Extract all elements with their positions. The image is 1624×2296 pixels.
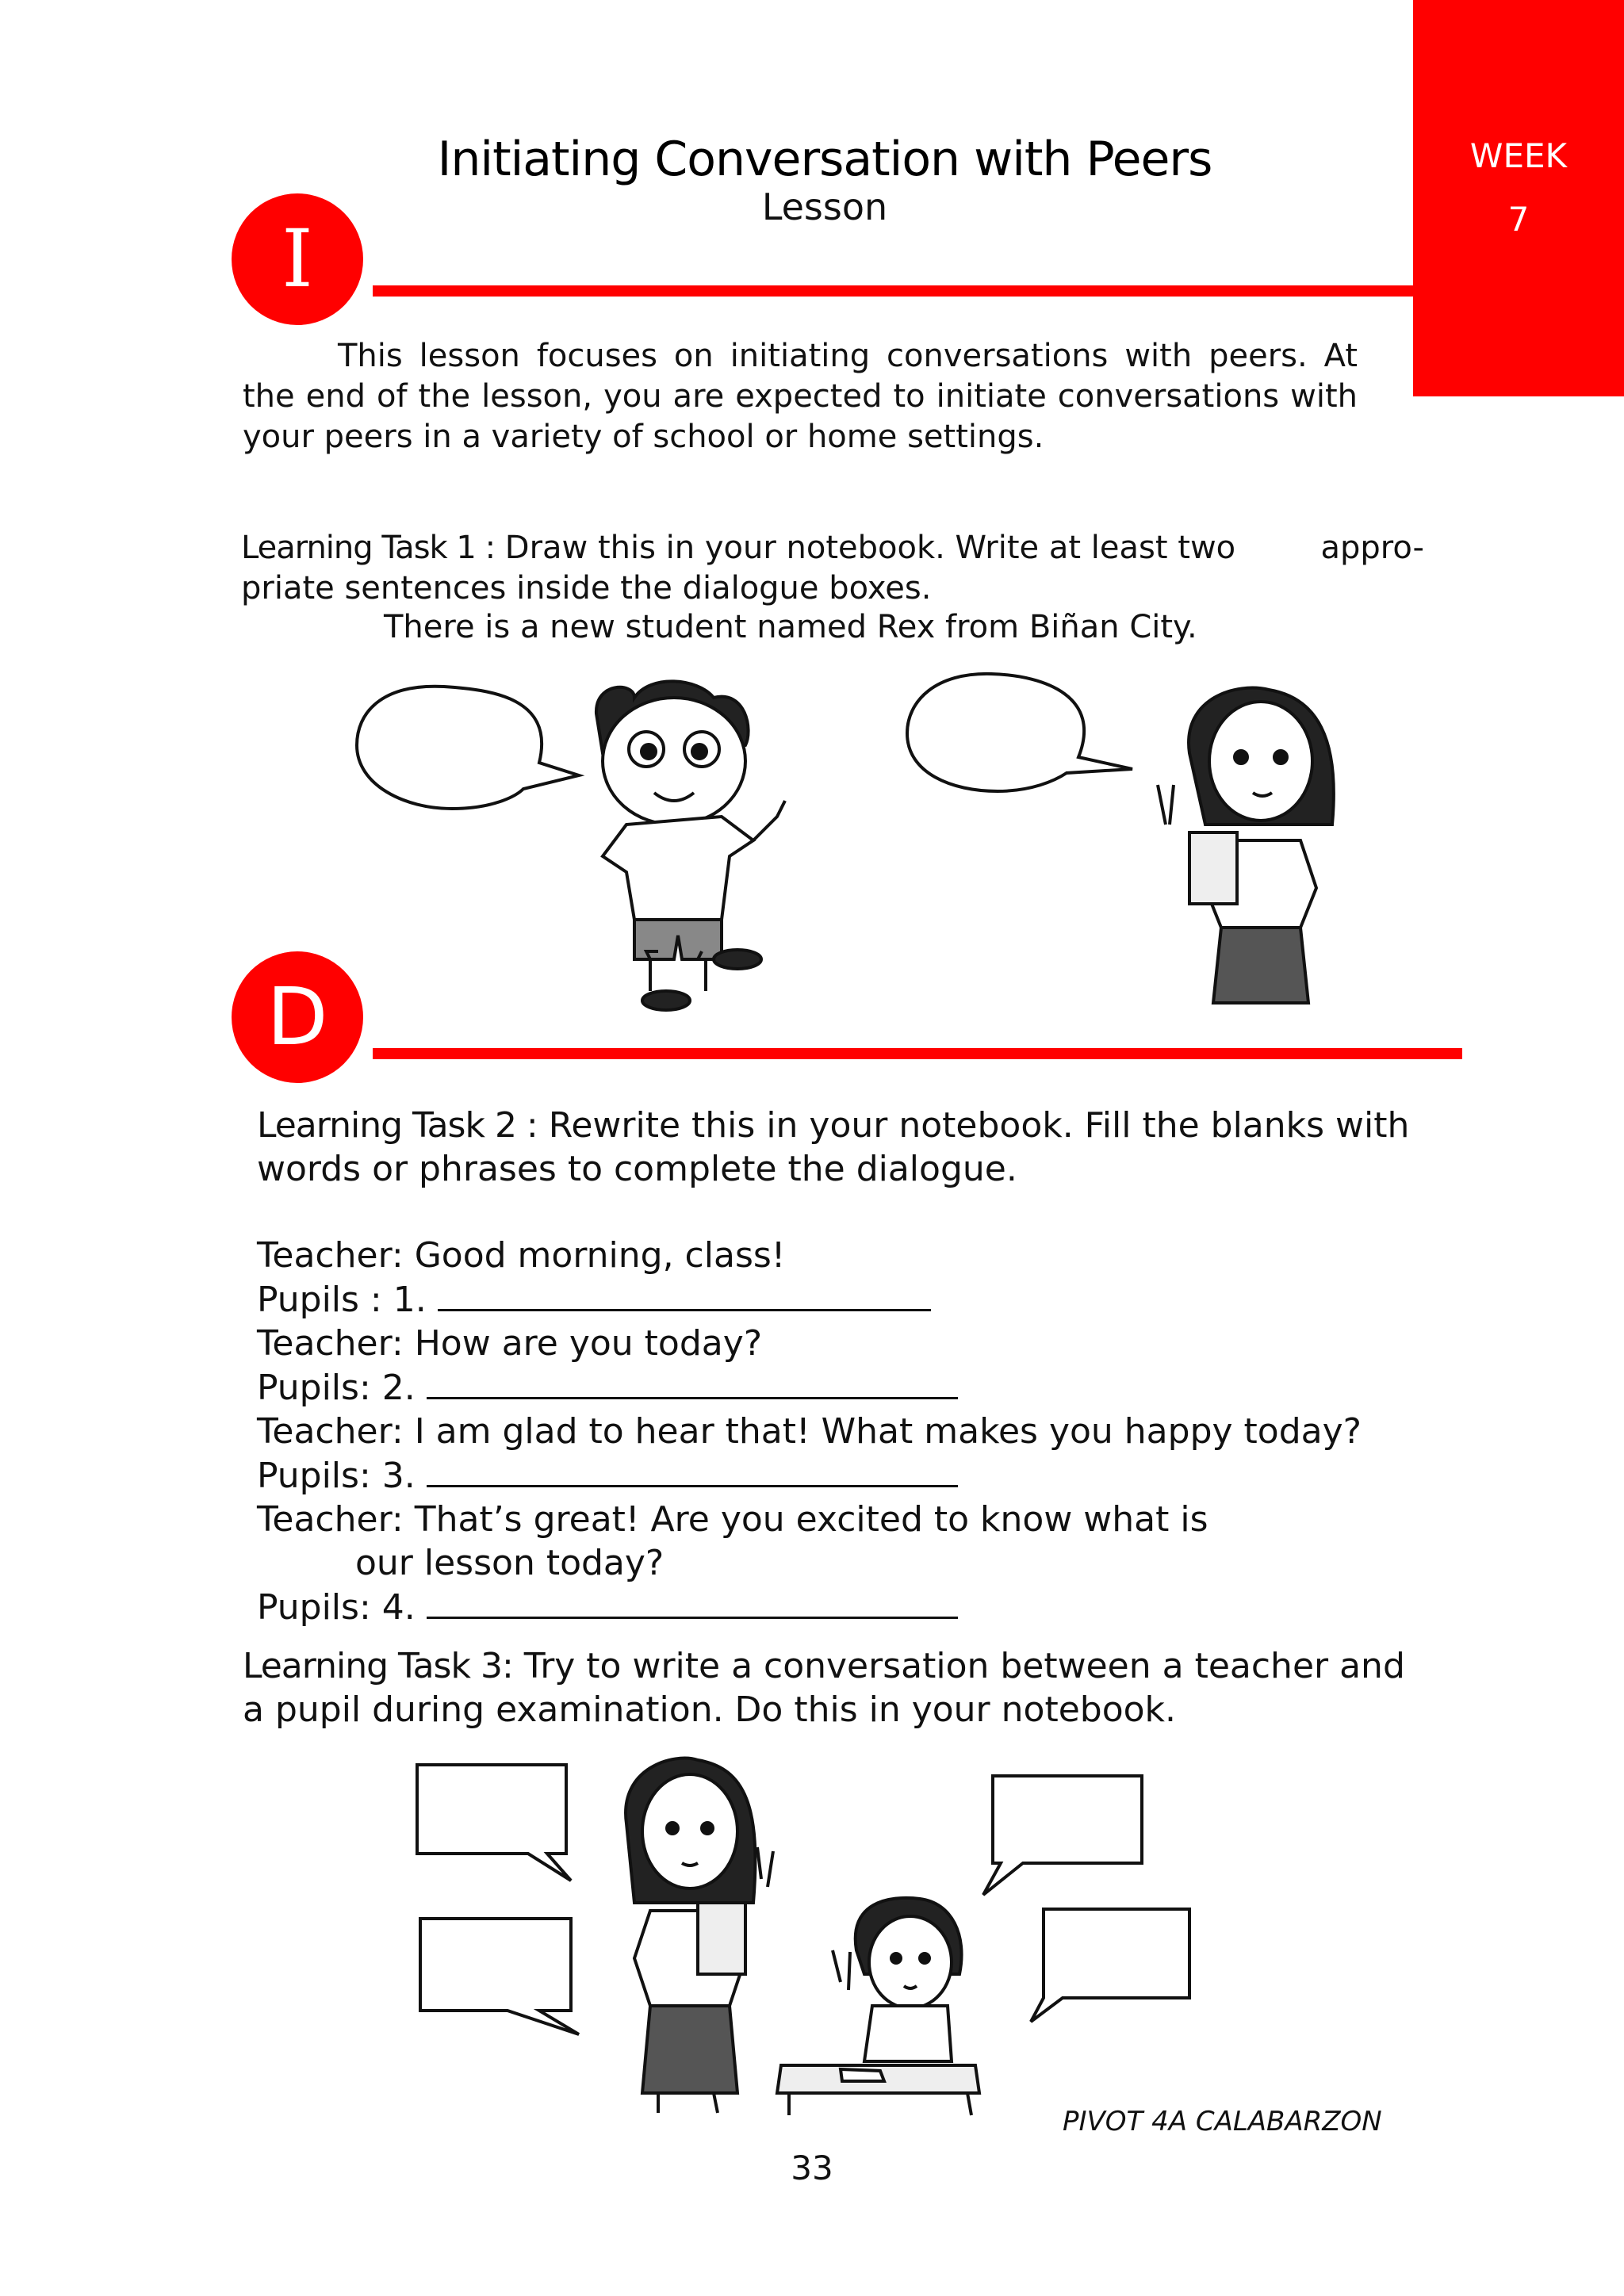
intro-text: This lesson focuses on initiating conversations with peers. At the end of the lesson, you are expected to initiate conversations with your peers in a variety of school or home settings. <box>243 338 1358 455</box>
task1-text-c: priate sentences inside the dialogue boxes. <box>241 570 932 607</box>
dialogue-speaker: Pupils: 2. <box>257 1368 416 1408</box>
section-d-badge: D <box>232 951 363 1083</box>
task1-label: Learning Task 1 : <box>241 530 496 566</box>
speech-box <box>417 1765 571 1881</box>
page-number: 33 <box>791 2149 833 2187</box>
week-number: 7 <box>1507 200 1530 239</box>
speech-box <box>420 1919 579 2034</box>
section-i-badge: I <box>232 193 363 325</box>
page-title: Initiating Conversation with Peers <box>437 132 1212 187</box>
speech-box <box>983 1776 1142 1895</box>
task1-text-b: appro- <box>1320 530 1424 566</box>
task3-label: Learning Task 3: <box>243 1646 513 1686</box>
teacher-illustration <box>626 1758 773 2113</box>
dialogue-line: Teacher: Good morning, class! <box>257 1235 786 1276</box>
task2-label: Learning Task 2 : <box>257 1105 538 1146</box>
dialogue-line: Teacher: I am glad to hear that! What makes you happy today? <box>257 1411 1362 1452</box>
dialogue-speaker: Pupils : 1. <box>257 1280 427 1320</box>
pupil-illustration <box>777 1898 979 2115</box>
task1-text-a: Draw this in your notebook. Write at least two <box>504 530 1236 566</box>
dialogue-speaker: Pupils: 4. <box>257 1587 416 1628</box>
footer-credit: PIVOT 4A CALABARZON <box>1063 2106 1382 2137</box>
speech-box <box>1031 1909 1189 2022</box>
task2-text: Rewrite this in your notebook. Fill the blanks with words or phrases to complete the dialogue. <box>257 1105 1410 1189</box>
task3-text: Try to write a conversation between a teacher and a pupil during examination. Do this in your notebook. <box>243 1646 1405 1730</box>
page-subtitle: Lesson <box>761 186 888 228</box>
dialogue-speaker: Pupils: 3. <box>257 1456 416 1496</box>
week-label: WEEK <box>1469 136 1568 175</box>
dialogue-line: Teacher: How are you today? <box>257 1323 763 1364</box>
dialogue-line: our lesson today? <box>355 1543 665 1583</box>
dialogue-line: Teacher: That’s great! Are you excited to know what is <box>257 1499 1208 1540</box>
task1-scenario: There is a new student named Rex from Biñan City. <box>384 609 1197 645</box>
